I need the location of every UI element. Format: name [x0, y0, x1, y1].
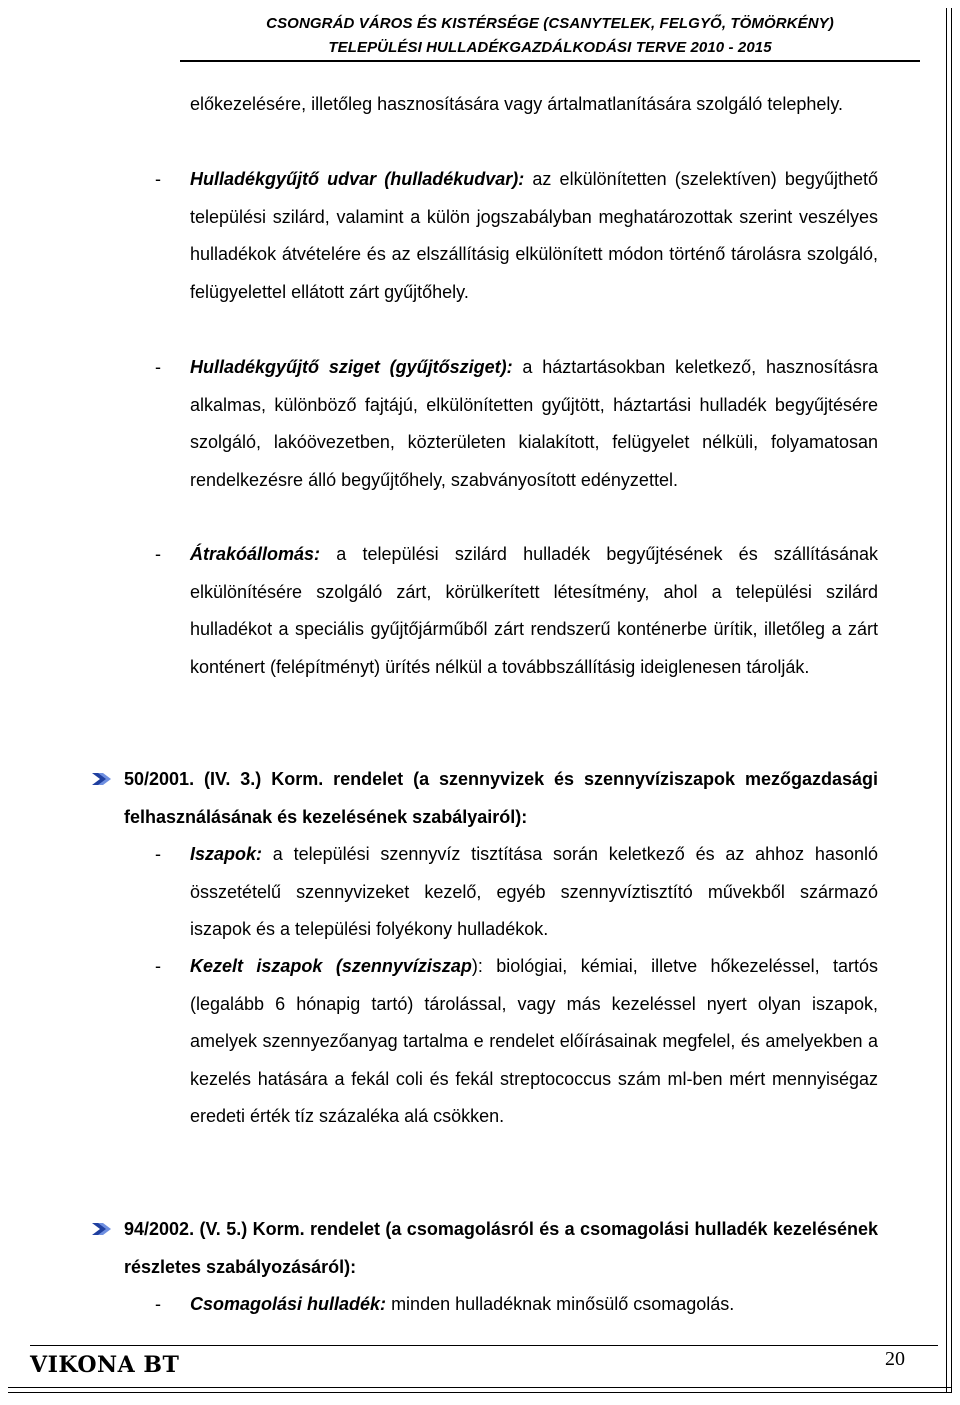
- arrow-bullet-icon: [90, 770, 114, 788]
- definition-iszapok: [190, 836, 878, 949]
- definition-text: minden hulladéknak minősülő csomagolás.: [386, 1294, 735, 1314]
- definition-text: a háztartásokban keletkező, hasznosításra alkalmas, különböző fajtájú, elkülönítetten gyűjtött, háztartási hulladék begyűjtésére szolgáló, lakóövezetben, közterületen kialakított, felügyelet nélküli, folyamatosan rendelkezésre álló begyűjtőhely, szabványosított edényzettel.: [190, 357, 878, 490]
- definition-text: a települési szennyvíz tisztítása során keletkező és az ahhoz hasonló összetételű szennyvizeket kezelő, egyéb szennyvíztisztító művekből származó iszapok és a települési folyékony hulladékok.: [190, 844, 878, 939]
- header-title-line1: CSONGRÁD VÁROS ÉS KISTÉRSÉGE (CSANYTELEK, FELGYŐ, TÖMÖRKÉNY): [266, 15, 834, 32]
- definition-hulladekgyujto-udvar: [190, 161, 878, 311]
- definition-term: Iszapok:: [190, 844, 263, 864]
- law-heading-94-2002: 94/2002. (V. 5.) Korm. rendelet (a csomagolásról és a csomagolási hulladék kezelésének részletes szabályozásáról):: [124, 1219, 878, 1277]
- document-header: [180, 12, 920, 62]
- definition-text: ): biológiai, kémiai, illetve hőkezeléssel, tartós (legalább 6 hónapig tartó) tárolással, vagy más kezeléssel nyert olyan iszapok, amelyek szennyezőanyag tartalma e rendelet előírásainak megfelel, és amelyekben a kezelés hatására a fekál coli és fekál streptococcus szám ml-ben mért mennyiségaz eredeti érték tíz százaléka alá csökken.: [190, 956, 878, 1126]
- definition-kezelt-iszapok: [190, 948, 878, 1136]
- header-title-line2: TELEPÜLÉSI HULLADÉKGAZDÁLKODÁSI TERVE 2010 - 2015: [328, 39, 772, 56]
- footer-logo: VIKONA BT: [30, 1352, 180, 1378]
- definition-csomagolasi-hulladek: [190, 1286, 878, 1324]
- page-frame-bottom: [8, 1387, 952, 1393]
- definition-hulladekgyujto-sziget: [190, 349, 878, 499]
- definition-term: Csomagolási hulladék:: [190, 1294, 387, 1314]
- arrow-bullet-icon: [90, 1220, 114, 1238]
- definition-term: Kezelt iszapok (szennyvíziszap: [190, 956, 472, 976]
- list-dash: -: [155, 169, 161, 189]
- page-frame-right: [946, 8, 952, 1393]
- intro-paragraph: előkezelésére, illetőleg hasznosítására vagy ártalmatlanítására szolgáló telephely.: [190, 94, 844, 114]
- page-number: 20: [885, 1348, 905, 1370]
- footer-rule: [30, 1345, 938, 1346]
- list-dash: -: [155, 357, 161, 377]
- definition-term: Átrakóállomás:: [190, 544, 321, 564]
- list-dash: -: [155, 956, 161, 976]
- header-rule: [180, 60, 920, 62]
- law-heading-50-2001: 50/2001. (IV. 3.) Korm. rendelet (a szennyvizek és szennyvíziszapok mezőgazdasági felhasználásának és kezelésének szabályairól):: [124, 769, 878, 827]
- list-dash: -: [155, 844, 161, 864]
- definition-atrakoallomas: [190, 536, 878, 686]
- definition-term: Hulladékgyűjtő udvar (hulladékudvar):: [190, 169, 525, 189]
- definition-text: az elkülönítetten (szelektíven) begyűjthető települési szilárd, valamint a külön jogszabályban meghatározottak szerint veszélyes hulladékok átvételére és az elszállításig elkülönített módon történő tárolásra szolgáló, felügyelettel ellátott zárt gyűjtőhely.: [190, 169, 878, 302]
- list-dash: -: [155, 544, 161, 564]
- list-dash: -: [155, 1294, 161, 1314]
- definition-term: Hulladékgyűjtő sziget (gyűjtősziget):: [190, 357, 513, 377]
- definition-text: a települési szilárd hulladék begyűjtésének és szállításának elkülönítésére szolgáló zárt, körülkerített létesítmény, ahol a települési szilárd hulladékot a speciális gyűjtőjárműből zárt rendszerű konténerbe ürítik, illetőleg a zárt konténert (felépítményt) ürítés nélkül a továbbszállításig ideiglenesen tárolják.: [190, 544, 878, 677]
